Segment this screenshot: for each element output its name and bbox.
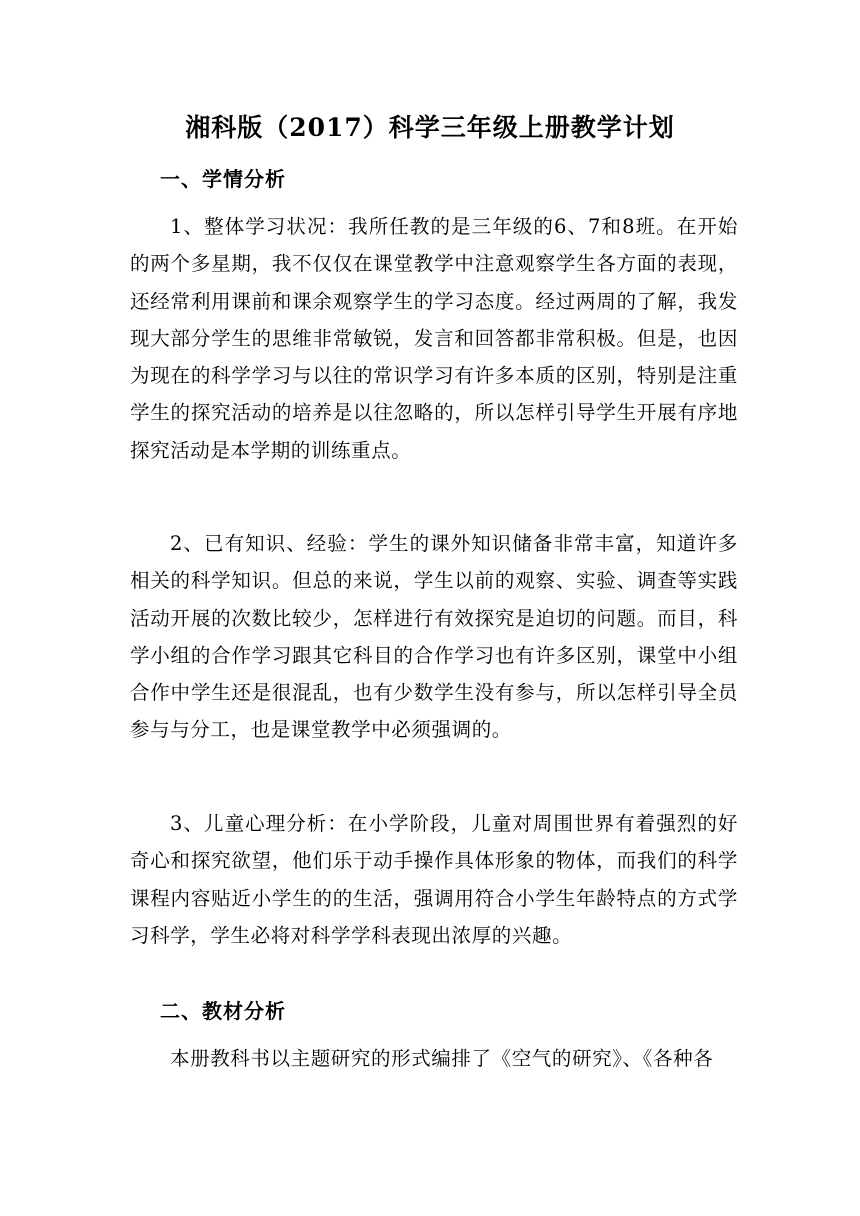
paragraph-child-psychology: 3、儿童心理分析：在小学阶段，儿童对周围世界有着强烈的好奇心和探究欲望，他们乐于动手操作具体形象的物体，而我们的科学课程内容贴近小学生的的生活，强调用符合小学生年龄特点的方式学习科学，学生必将对科学学科表现出浓厚的兴趣。 [130, 812, 738, 947]
paragraph-overall-learning: 1、整体学习状况：我所任教的是三年级的6、7和8班。在开始的两个多星期，我不仅仅在课堂教学中注意观察学生各方面的表现，还经常利用课前和课余观察学生的学习态度。经过两周的了解，我发现大部分学生的思维非常敏锐，发言和回答都非常积极。但是，也因为现在的科学学习与以往的常识学习有许多本质的区别，特别是注重学生的探究活动的培养是以往忽略的，所以怎样引导学生开展有序地探究活动是本学期的训练重点。 [130, 215, 738, 462]
section-heading-textbook-analysis: 二、教材分析 [160, 999, 286, 1023]
document-title: 湘科版（2017）科学三年级上册教学计划 [185, 113, 675, 142]
paragraph-textbook-overview: 本册教科书以主题研究的形式编排了《空气的研究》、《各种各 [170, 1047, 714, 1070]
section-heading-learning-analysis: 一、学情分析 [160, 167, 286, 191]
paragraph-existing-knowledge: 2、已有知识、经验：学生的课外知识储备非常丰富，知道许多相关的科学知识。但总的来说，学生以前的观察、实验、调查等实践活动开展的次数比较少，怎样进行有效探究是迫切的问题。而目，科学小组的合作学习跟其它科目的合作学习也有许多区别，课堂中小组合作中学生还是很混乱，也有少数学生没有参与，所以怎样引导全员参与与分工，也是课堂教学中必须强调的。 [130, 532, 738, 742]
